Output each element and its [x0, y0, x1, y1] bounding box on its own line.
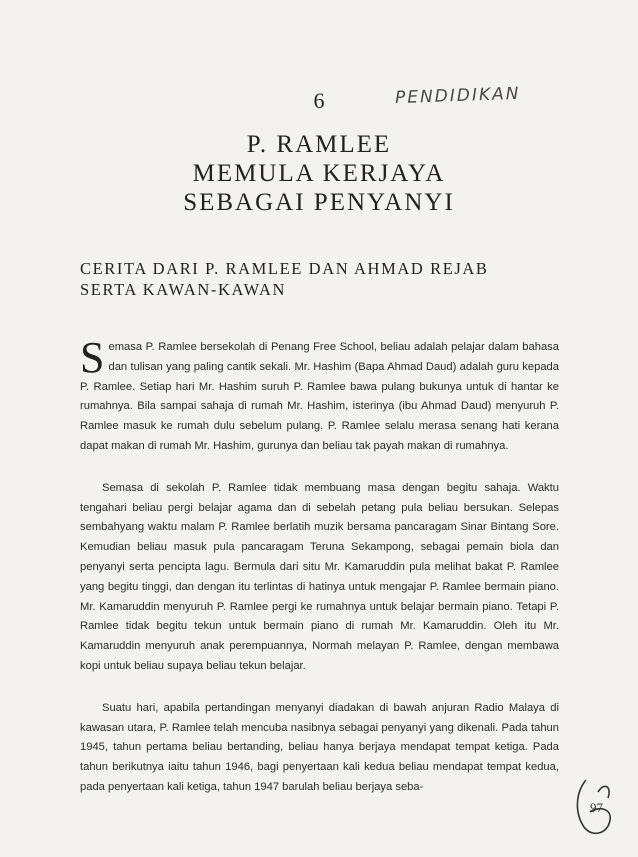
- body-text: [80, 333, 559, 820]
- drop-cap: S: [80, 333, 105, 382]
- paragraph-text: Suatu hari, apabila pertandingan menyanyi diadakan di bawah anjuran Radio Malaya di kawasan utara, P. Ramlee telah mencuba nasibnya sebagai penyanyi yang dikenali. Pada tahun 1945, tahun pertama beliau bertanding, beliau hanya berjaya mendapat tempat ketiga. Pada tahun berikutnya iaitu tahun 1946, bagi penyertaan kali kedua beliau mendapat tempat kedua, pada penyertaan kali ketiga, tahun 1947 barulah beliau berjaya seba-: [80, 701, 559, 793]
- paragraph: [80, 333, 559, 457]
- chapter-number: 6: [313, 88, 325, 113]
- title-line: SEBAGAI PENYANYI: [183, 189, 455, 216]
- paragraph: [80, 479, 559, 677]
- handwritten-annotation: PENDIDIKAN: [394, 83, 521, 109]
- title-line: MEMULA KERJAYA: [192, 160, 446, 187]
- section-heading-line: SERTA KAWAN-KAWAN: [80, 280, 287, 299]
- title-line: P. RAMLEE: [246, 131, 392, 158]
- section-heading: [80, 258, 580, 300]
- paragraph-text: emasa P. Ramlee bersekolah di Penang Free School, beliau adalah pelajar dalam bahasa dan tulisan yang paling cantik sekali. Mr. Hashim (Bapa Ahmad Daud) adalah guru kepada P. Ramlee. Setiap hari Mr. Hashim suruh P. Ramlee bawa pulang bukunya untuk di hantar ke rumahnya. Bila sampai sahaja di rumah Mr. Hashim, isterinya (ibu Ahmad Daud) menyuruh P. Ramlee masuk ke rumah dulu sebelum pulang. P. Ramlee selalu merasa senang hati kerana dapat makan di rumah Mr. Hashim, gurunya dan beliau tak payah makan di rumahnya.: [80, 341, 559, 452]
- paragraph: [80, 699, 559, 798]
- chapter-title: [0, 130, 638, 217]
- page-number: 97: [590, 800, 603, 815]
- section-heading-line: CERITA DARI P. RAMLEE DAN AHMAD REJAB: [80, 259, 489, 278]
- paragraph-text: Semasa di sekolah P. Ramlee tidak membuang masa dengan begitu sahaja. Waktu tengahari beliau pergi belajar agama dan di sebelah petang pula beliau bersukan. Selepas sembahyang waktu malam P. Ramlee berlatih muzik bersama pancaragam Sinar Bintang Sore. Kemudian beliau masuk pula pancaragam Teruna Sekampong, sebagai pemain biola dan penyanyi serta pencipta lagu. Bermula dari situ Mr. Kamaruddin pula melihat bakat P. Ramlee yang begitu tinggi, dan dengan itu terlintas di hatinya untuk mengajar P. Ramlee bermain piano. Mr. Kamaruddin menyuruh P. Ramlee pergi ke rumahnya untuk belajar bermain piano. Tetapi P. Ramlee tidak begitu tekun untuk bermain piano di rumah Mr. Kamaruddin. Oleh itu Mr. Kamaruddin menyuruh anak perempuannya, Normah melayan P. Ramlee, dengan membawa kopi untuk beliau supaya beliau tekun belajar.: [80, 481, 559, 672]
